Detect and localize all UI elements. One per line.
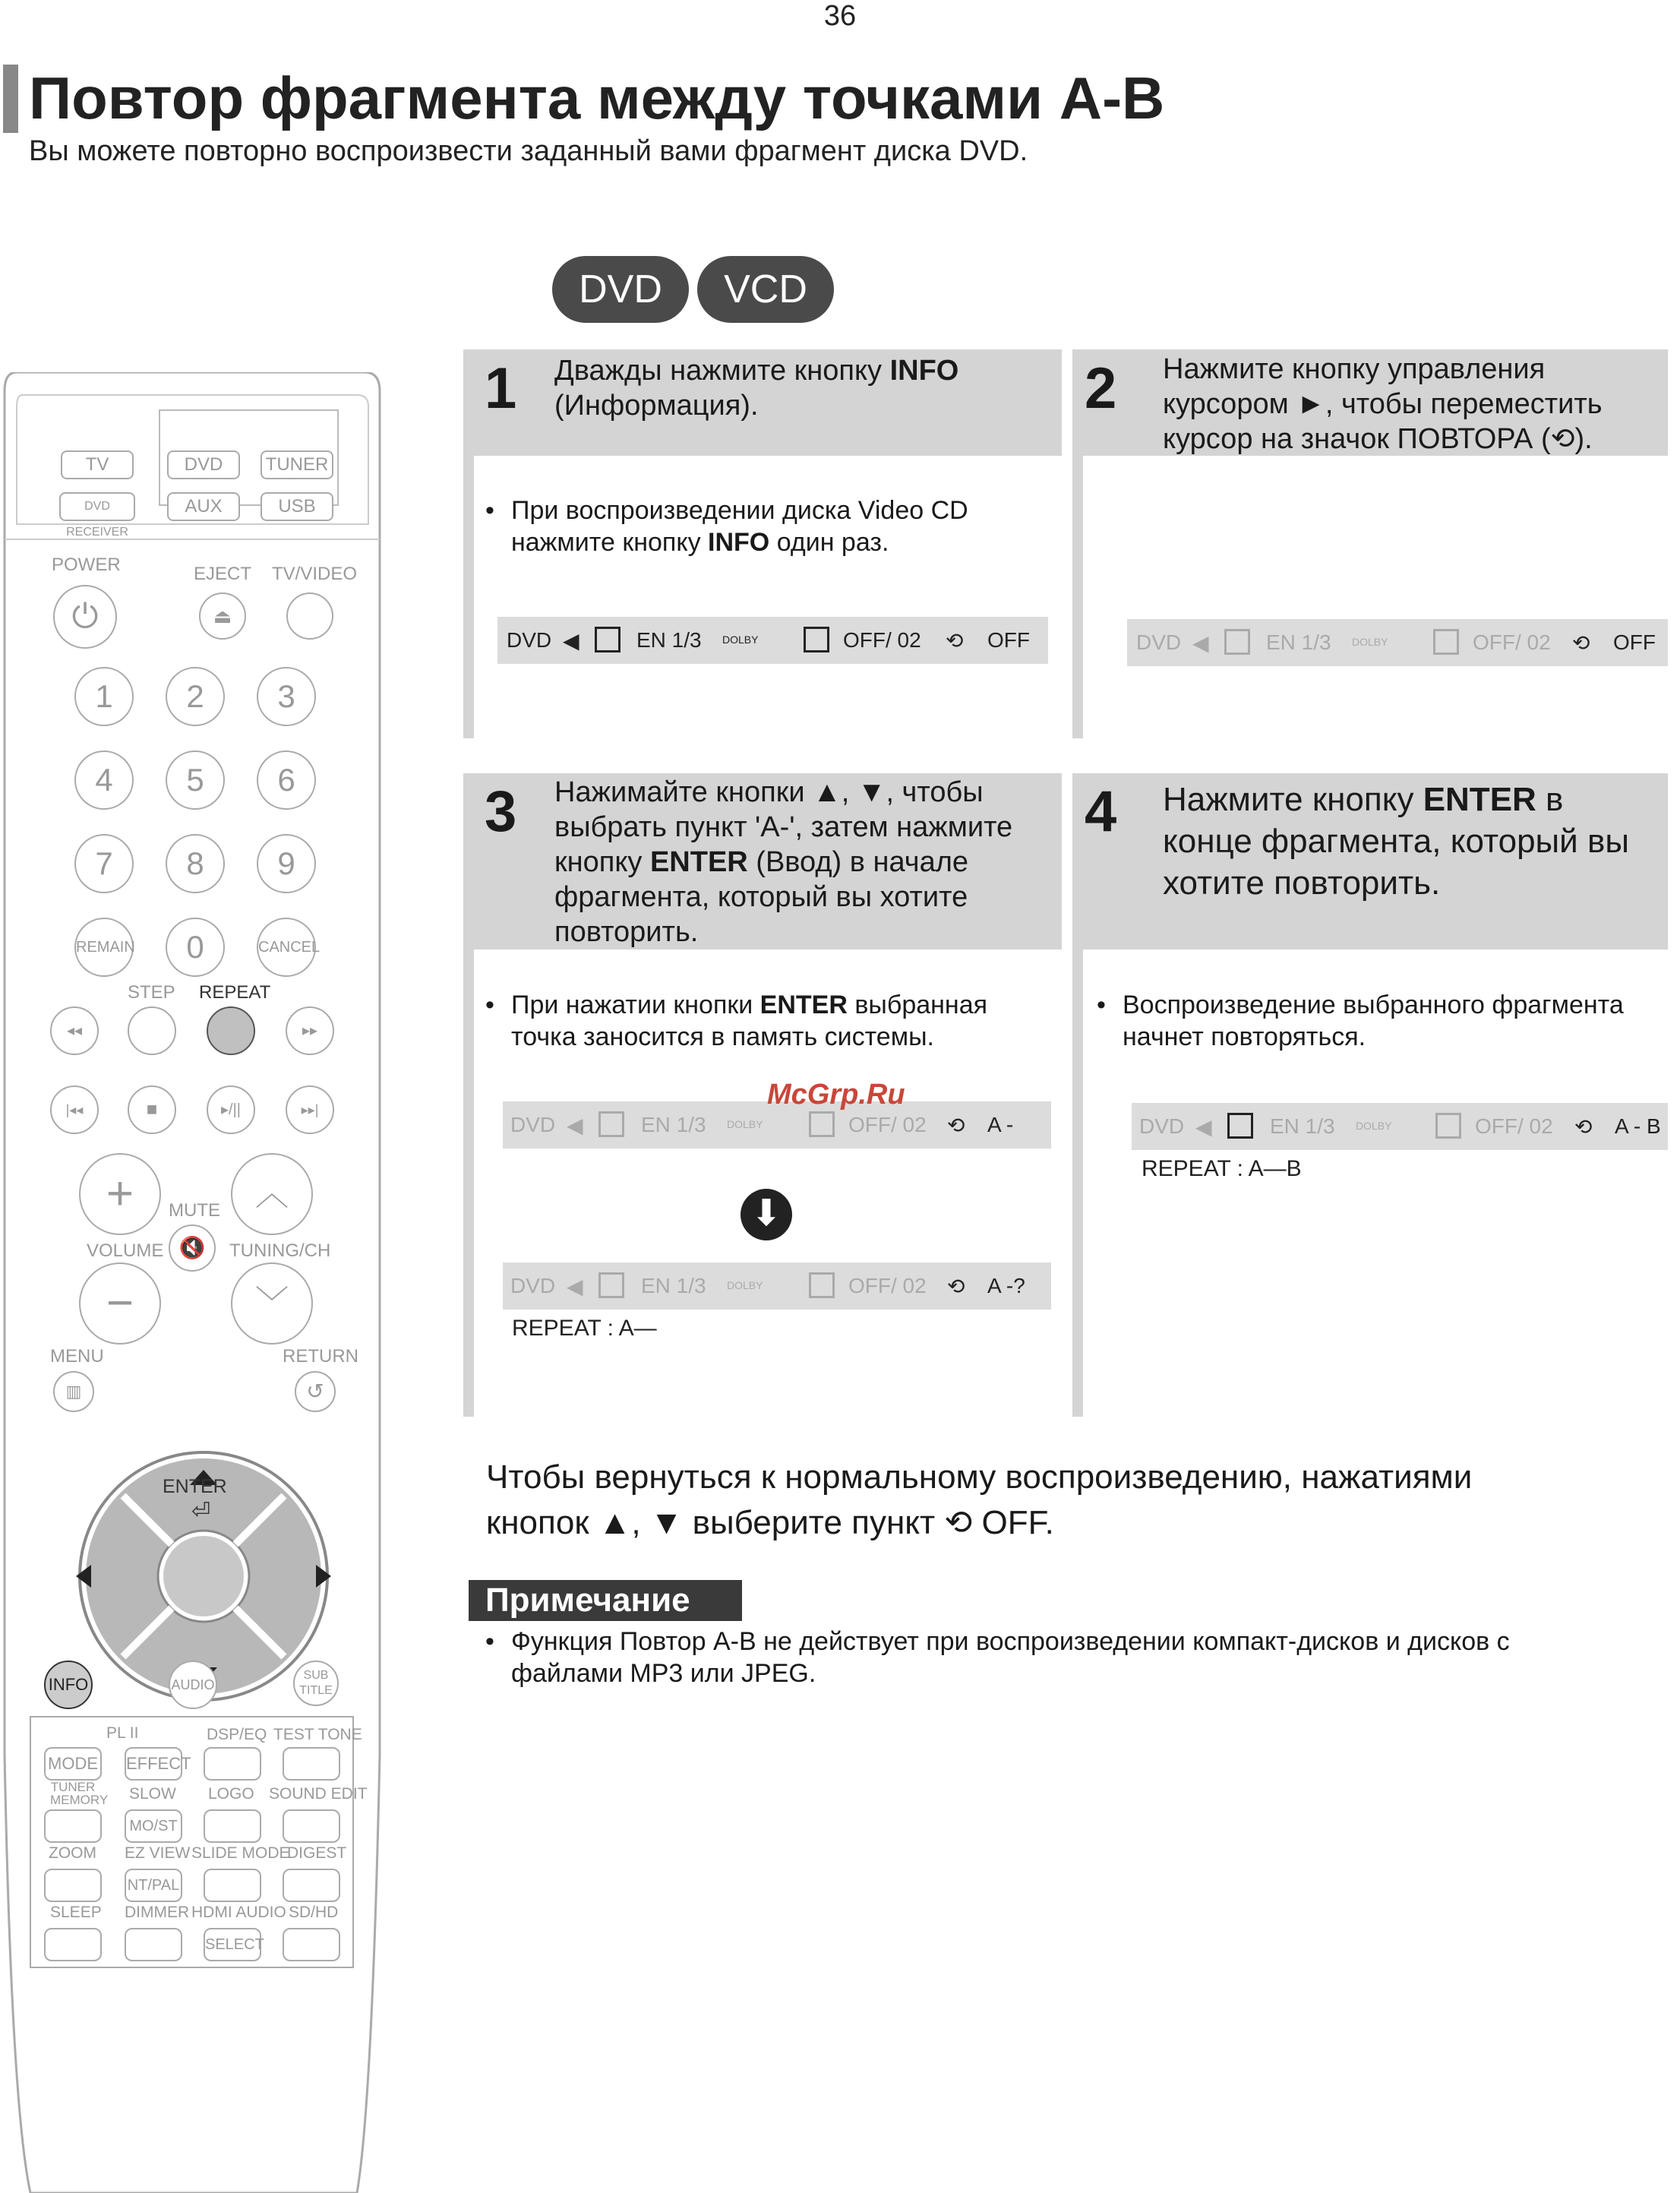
info-button: INFO [44,1661,93,1709]
step-4-text: Нажмите кнопку ENTER в конце фрагмента, который вы хотите повторить. [1163,781,1629,902]
step-3-text: Нажимайте кнопки ▲, ▼, чтобы выбрать пункт 'A-', затем нажмите кнопку ENTER (Ввод) в начале фрагмента, который вы хотите повторить. [554,776,1013,948]
zoom-button [44,1869,102,1902]
effect-button: EFFECT [125,1747,182,1781]
digit-2-button: 2 [166,667,225,726]
digit-7-button: 7 [74,834,134,893]
audio-button: AUDIO [169,1661,217,1709]
test-tone-label: TEST TONE [273,1726,362,1743]
menu-icon: ▥ [53,1371,94,1412]
digit-8-button: 8 [166,834,225,893]
channel-down-icon: ﹀ [231,1262,313,1345]
subtitle-icon [1435,1113,1461,1139]
dvd-receiver-button: DVD RECEIVER [59,492,135,521]
channel-up-icon: ︿ [231,1153,313,1235]
cancel-button: CANCEL [257,918,316,977]
step-1-number: 1 [485,356,517,421]
dolby-icon: DOLBY [1356,1120,1392,1132]
dolby-icon: DOLBY [722,634,759,646]
angle-icon [598,1111,624,1137]
badge-dvd: DVD [552,256,689,323]
eject-label: EJECT [194,564,252,584]
sd-hd-label: SD/HD [289,1904,339,1921]
mo-st-button: MO/ST [125,1809,182,1843]
digit-4-button: 4 [74,750,134,810]
fast-forward-icon: ▸▸ [286,1006,334,1055]
dolby-icon: DOLBY [727,1279,763,1291]
digit-1-button: 1 [74,667,134,726]
rewind-icon: ◂◂ [50,1006,99,1055]
page-title: Повтор фрагмента между точками А-В [29,65,1165,131]
step-4-bullet: • Воспроизведение выбранного фрагмента начнет повторяться. [1123,989,1654,1053]
dsp-eq-button [204,1747,261,1781]
step-button [128,1006,176,1055]
tuner-memory-button [44,1809,102,1843]
select-button: SELECT [204,1928,261,1961]
skip-forward-icon: ▸▸| [286,1085,334,1134]
subtitle-icon [1433,629,1459,655]
sleep-button [44,1928,102,1961]
step-2-number: 2 [1085,356,1117,421]
mode-button: MODE [44,1747,102,1781]
step-4-repeat-status: REPEAT : A—B [1142,1156,1302,1181]
digest-button [283,1869,340,1902]
zoom-label: ZOOM [49,1844,96,1862]
tuner-button: TUNER [261,450,333,479]
digit-3-button: 3 [257,667,316,726]
enter-icon: ⏎ [191,1499,211,1524]
step-2-text: Нажмите кнопку управления курсором ►, чтобы переместить курсор на значок ПОВТОРА (⟲). [1163,353,1603,455]
slow-label: SLOW [129,1785,176,1803]
subtitle-button: SUB TITLE [293,1661,339,1706]
subtitle-icon [809,1111,835,1137]
step-3-number: 3 [485,779,517,844]
badge-vcd: VCD [697,256,834,323]
return-to-normal-note: Чтобы вернуться к нормальному воспроизведению, нажатиями кнопок ▲, ▼ выберите пункт ⟲ OFF. [486,1458,1473,1541]
repeat-icon: ⟲ [947,1275,965,1298]
step-1-rule [463,456,474,738]
volume-up-icon: + [79,1153,161,1235]
digit-9-button: 9 [257,834,316,893]
repeat-button [207,1006,255,1055]
step-4-number: 4 [1085,779,1117,844]
note-text: • Функция Повтор A-B не действует при воспроизведении компакт-дисков и дисков с файлами MP3 или JPEG. [511,1626,1590,1689]
logo-label: LOGO [208,1785,254,1803]
play-pause-icon: ▸/|| [207,1085,255,1134]
angle-icon [598,1272,624,1298]
dsp-eq-label: DSP/EQ [207,1726,267,1743]
digest-label: DIGEST [287,1844,347,1862]
return-icon: ↺ [295,1371,336,1412]
dvd-button: DVD [167,450,240,479]
note-heading: Примечание [469,1580,742,1621]
power-icon: ⏻ [53,585,117,649]
repeat-icon: ⟲ [947,1114,965,1137]
mute-label: MUTE [169,1200,220,1221]
step-3-bullet: • При нажатии кнопки ENTER выбранная точка заносится в память системы. [511,989,1035,1053]
step-label: STEP [128,982,175,1003]
hdmi-audio-label: HDMI AUDIO [191,1904,286,1921]
dolby-icon: DOLBY [1352,636,1388,648]
tuning-label: TUNING/CH [229,1240,331,1261]
return-label: RETURN [283,1346,358,1367]
power-label: POWER [52,555,121,575]
volume-label: VOLUME [87,1240,164,1261]
step-2-rule [1072,456,1083,738]
tuner-memory-label: TUNER MEMORY [50,1780,109,1807]
title-accent-bar [3,65,18,133]
step-3-rule [463,950,474,1417]
angle-icon [595,627,621,653]
volume-down-icon: − [79,1262,161,1345]
subtitle-icon [809,1272,835,1298]
test-tone-button [283,1747,340,1781]
mute-icon: 🔇 [169,1224,216,1272]
sd-hd-button [283,1928,340,1961]
enter-label: ENTER [163,1476,227,1497]
page-number: 36 [823,0,857,32]
digit-0-button: 0 [166,918,225,977]
step-4-rule [1072,950,1083,1417]
skip-back-icon: |◂◂ [50,1085,99,1134]
remain-button: REMAIN [74,918,134,977]
digit-6-button: 6 [257,750,316,810]
repeat-label: REPEAT [199,982,271,1003]
step-3-repeat-status: REPEAT : A— [512,1316,657,1341]
tv-video-label: TV/VIDEO [272,564,358,584]
tv-video-button [286,592,333,640]
logo-button [204,1809,261,1843]
usb-button: USB [261,492,333,521]
angle-icon [1227,1113,1253,1139]
sound-edit-button [283,1809,340,1843]
step-2-osd-bar: DVD ◀ EN 1/3 DOLBY OFF/ 02 ⟲ OFF [1127,619,1668,666]
step-4-osd-bar: DVD ◀ EN 1/3 DOLBY OFF/ 02 ⟲ A - B [1132,1103,1668,1150]
stop-icon: ■ [128,1085,176,1134]
down-arrow-icon: ⬇ [741,1189,792,1240]
repeat-icon: ⟲ [944,1504,973,1541]
repeat-icon: ⟲ [946,629,964,653]
subtitle-icon [804,627,829,653]
aux-button: AUX [167,492,240,521]
angle-icon [1224,629,1250,655]
repeat-icon: ⟲ [1572,631,1590,655]
digit-5-button: 5 [166,750,225,810]
tv-button: TV [61,450,134,479]
dimmer-button [125,1928,182,1961]
page-subtitle: Вы можете повторно воспроизвести заданный вами фрагмент диска DVD. [29,135,1028,167]
ez-view-label: EZ VIEW [125,1844,191,1862]
dimmer-label: DIMMER [125,1904,190,1921]
step-3-osd-bar-a: DVD ◀ EN 1/3 DOLBY OFF/ 02 ⟲ A - [503,1101,1051,1149]
step-1-text: Дважды нажмите кнопку INFO (Информация). [554,355,959,422]
step-1-bullet: • При воспроизведении диска Video CD нажмите кнопку INFO один раз. [511,495,1035,558]
slide-mode-button [204,1869,261,1902]
dolby-icon: DOLBY [727,1118,763,1130]
step-3-osd-bar-aq: DVD ◀ EN 1/3 DOLBY OFF/ 02 ⟲ A -? [503,1262,1051,1310]
repeat-icon: ⟲ [1574,1115,1593,1139]
sleep-label: SLEEP [50,1904,102,1921]
repeat-icon: ⟲ [1550,423,1575,455]
watermark: McGrp.Ru [767,1079,905,1111]
step-1-osd-bar: DVD ◀ EN 1/3 DOLBY OFF/ 02 ⟲ OFF [497,617,1048,664]
eject-icon: ⏏ [199,592,246,640]
sound-edit-label: SOUND EDIT [269,1785,368,1803]
slide-mode-label: SLIDE MODE [191,1844,290,1862]
pl2-label: PL II [106,1724,139,1742]
nt-pal-button: NT/PAL [125,1869,182,1902]
menu-label: MENU [50,1346,104,1367]
